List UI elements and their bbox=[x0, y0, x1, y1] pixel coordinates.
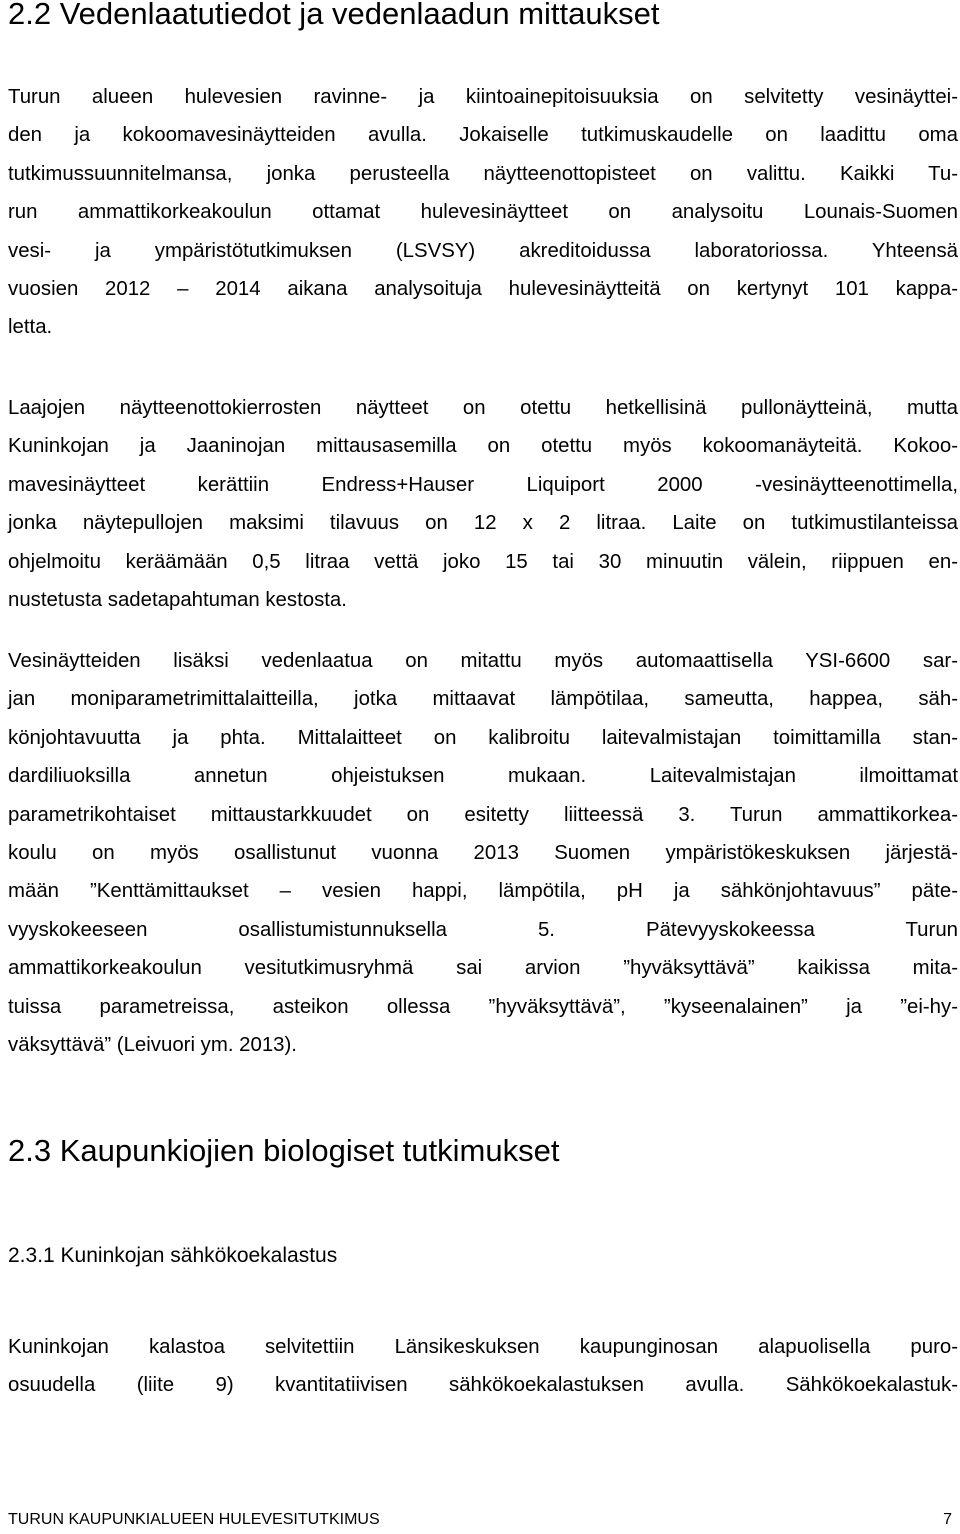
page-number: 7 bbox=[943, 1511, 952, 1528]
text-line: Kuninkojan kalastoa selvitettiin Länsikeskuksen kaupunginosan alapuolisella puro- bbox=[8, 1336, 958, 1358]
paragraph-electrofishing bbox=[8, 1328, 958, 1405]
subsection-heading-2-3-1: 2.3.1 Kuninkojan sähkökoekalastus bbox=[8, 1244, 338, 1267]
text-line: könjohtavuutta ja phta. Mittalaitteet on kalibroitu laitevalmistajan toimittamilla stan- bbox=[8, 726, 958, 749]
text-line: väksyttävä” (Leivuori ym. 2013). bbox=[8, 1033, 297, 1056]
text-line: den ja kokoomavesinäytteiden avulla. Jokaiselle tutkimuskaudelle on laadittu oma bbox=[8, 124, 958, 147]
text-line: koulu on myös osallistunut vuonna 2013 Suomen ympäristökeskuksen järjestä- bbox=[8, 841, 958, 864]
text-line: mavesinäytteet kerättiin Endress+Hauser Liquiport 2000 -vesinäytteenottimella, bbox=[8, 473, 958, 496]
text-line: Laajojen näytteenottokierrosten näytteet on otettu hetkellisinä pullonäytteinä, mutta bbox=[8, 397, 958, 419]
text-line: ammattikorkeakoulun vesitutkimusryhmä sai arvion ”hyväksyttävä” kaikissa mita- bbox=[8, 957, 958, 980]
paragraph-sampling-overview bbox=[8, 78, 958, 347]
section-heading-2-2: 2.2 Vedenlaatutiedot ja vedenlaadun mittaukset bbox=[8, 0, 660, 31]
text-line: tutkimussuunnitelmansa, jonka perusteella näytteenottopisteet on valittu. Kaikki Tu- bbox=[8, 162, 958, 185]
text-line: nustetusta sadetapahtuman kestosta. bbox=[8, 588, 347, 611]
text-line: Vesinäytteiden lisäksi vedenlaatua on mitattu myös automaattisella YSI-6600 sar- bbox=[8, 650, 958, 672]
text-line: tuissa parametreissa, asteikon ollessa ”hyväksyttävä”, ”kyseenalainen” ja ”ei-hy- bbox=[8, 995, 958, 1018]
text-line: dardiliuoksilla annetun ohjeistuksen mukaan. Laitevalmistajan ilmoittamat bbox=[8, 765, 958, 788]
text-line: mään ”Kenttämittaukset – vesien happi, lämpötila, pH ja sähkönjohtavuus” päte- bbox=[8, 880, 958, 903]
text-line: jonka näytepullojen maksimi tilavuus on 12 x 2 litraa. Laite on tutkimustilanteissa bbox=[8, 512, 958, 535]
text-line: vuosien 2012 – 2014 aikana analysoituja hulevesinäytteitä on kertynyt 101 kappa- bbox=[8, 277, 958, 300]
text-line: jan moniparametrimittalaitteilla, jotka mittaavat lämpötilaa, sameutta, happea, säh- bbox=[8, 688, 958, 711]
text-line: letta. bbox=[8, 316, 53, 339]
text-line: vyyskokeeseen osallistumistunnuksella 5. Pätevyyskokeessa Turun bbox=[8, 918, 958, 941]
section-heading-2-3: 2.3 Kaupunkiojien biologiset tutkimukset bbox=[8, 1133, 560, 1168]
text-line: Kuninkojan ja Jaaninojan mittausasemilla on otettu myös kokoomanäyteitä. Kokoo- bbox=[8, 435, 958, 458]
text-line: vesi- ja ympäristötutkimuksen (LSVSY) akreditoidussa laboratoriossa. Yhteensä bbox=[8, 239, 958, 262]
footer-document-title: TURUN KAUPUNKIALUEEN HULEVESITUTKIMUS bbox=[8, 1511, 380, 1528]
text-line: run ammattikorkeakoulun ottamat hulevesinäytteet on analysoitu Lounais-Suomen bbox=[8, 201, 958, 224]
paragraph-composite-sampling bbox=[8, 389, 958, 619]
text-line: osuudella (liite 9) kvantitatiivisen sähkökoekalastuksen avulla. Sähkökoekalastuk- bbox=[8, 1374, 958, 1397]
paragraph-automatic-measurements bbox=[8, 642, 958, 1064]
text-line: ohjelmoitu keräämään 0,5 litraa vettä joko 15 tai 30 minuutin välein, riippuen en- bbox=[8, 550, 958, 573]
text-line: parametrikohtaiset mittaustarkkuudet on esitetty liitteessä 3. Turun ammattikorkea- bbox=[8, 803, 958, 826]
text-line: Turun alueen hulevesien ravinne- ja kiintoainepitoisuuksia on selvitetty vesinäyttei- bbox=[8, 86, 958, 108]
